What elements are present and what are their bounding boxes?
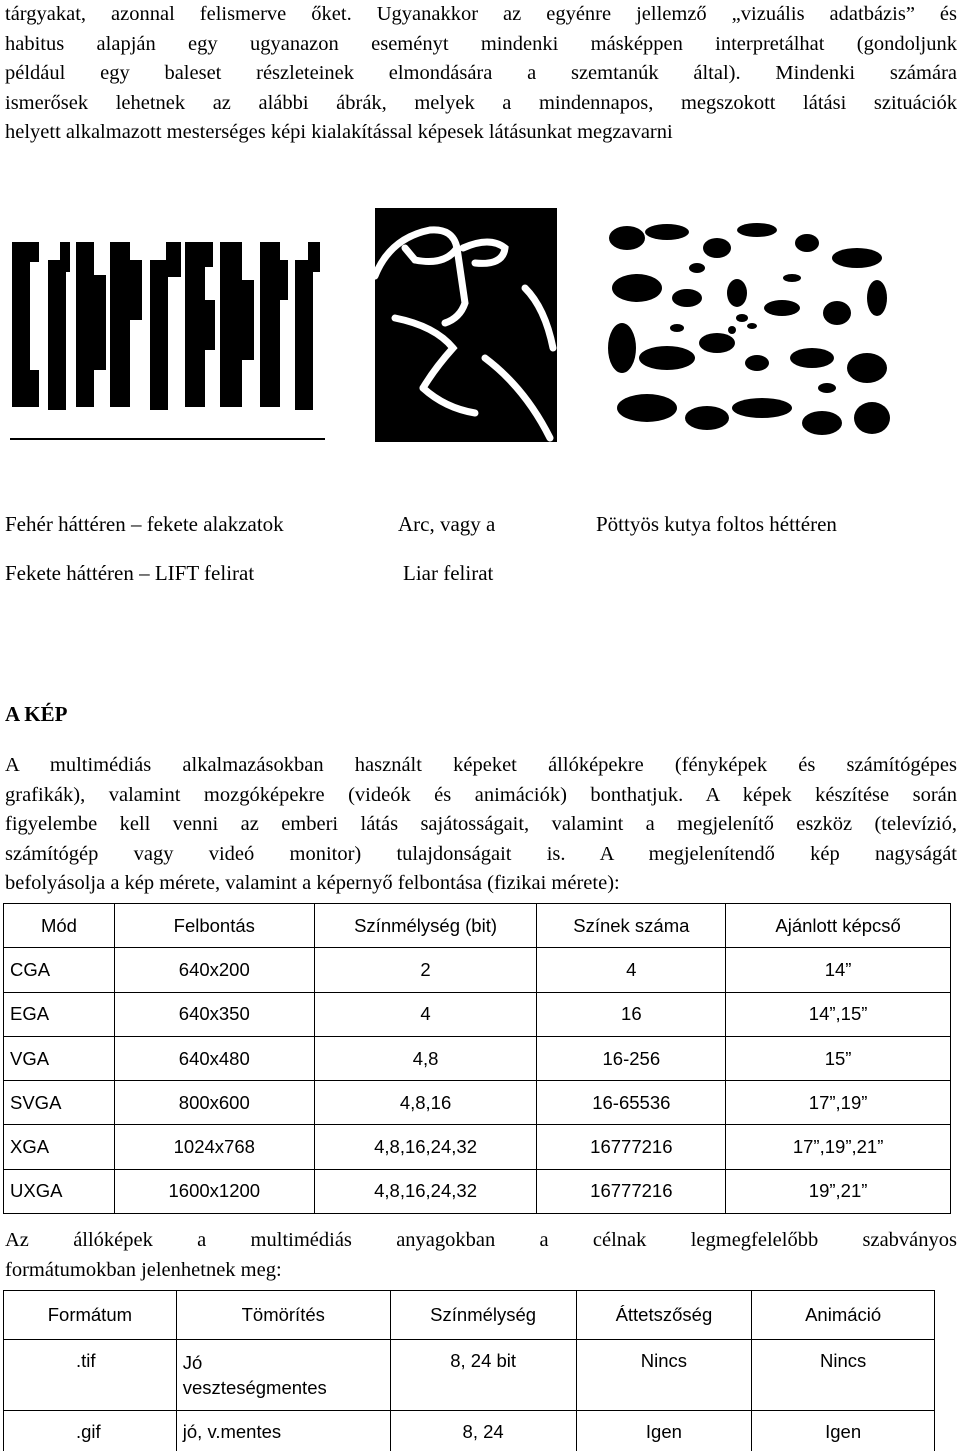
table-cell: 15” (726, 1036, 951, 1080)
table-cell: 4,8,16,24,32 (314, 1169, 537, 1213)
table-cell: .gif (4, 1411, 177, 1451)
table-header-cell: Színmélység (390, 1291, 576, 1340)
table-cell: SVGA (4, 1081, 115, 1125)
text-line: figyelembe kell venni az emberi látás sajátosságait, valamint a megjelenítő eszköz (televízió, (5, 813, 957, 835)
table-cell: jó, v.mentes (176, 1411, 390, 1451)
table-header-cell: Formátum (4, 1291, 177, 1340)
text-line: számítógép vagy videó monitor) tulajdonságait is. A megjelenítendő kép nagyságát (5, 842, 957, 865)
table-header-cell: Tömörítés (176, 1291, 390, 1340)
figure-caption: Fehér háttéren – fekete alakzatok (5, 512, 284, 536)
text-line: Az állóképek a multimédiás anyagokban a célnak legmegfelelőbb szabványos (5, 1229, 957, 1251)
display-modes-table (3, 903, 951, 1214)
table-header-cell: Animáció (752, 1291, 935, 1340)
text-line: tárgyakat, azonnal felismerve őket. Ugyanakkor az egyénre jellemző „vizuális adatbázis” és (5, 3, 957, 25)
table-row (4, 1081, 951, 1125)
table-row (4, 1340, 935, 1411)
image-formats-table (3, 1290, 935, 1451)
lift-illusion-image (10, 240, 330, 445)
table-cell: UXGA (4, 1169, 115, 1213)
table-row (4, 1169, 951, 1213)
section-heading: A KÉP (5, 702, 68, 726)
table-cell: 1600x1200 (114, 1169, 314, 1213)
table-cell: 4 (314, 992, 537, 1036)
table-cell: Nincs (576, 1340, 752, 1411)
table-cell: 19”,21” (726, 1169, 951, 1213)
figure-caption: Liar felirat (403, 561, 494, 585)
table-cell: 16777216 (537, 1169, 726, 1213)
table-cell: 14”,15” (726, 992, 951, 1036)
table-cell: CGA (4, 948, 115, 992)
table-row (4, 992, 951, 1036)
table-cell: 4,8,16,24,32 (314, 1125, 537, 1169)
table-cell: 640x350 (114, 992, 314, 1036)
text-line: formátumokban jelenhetnek meg: (5, 1258, 282, 1281)
table-cell: 800x600 (114, 1081, 314, 1125)
table-row (4, 948, 951, 992)
table-cell: 1024x768 (114, 1125, 314, 1169)
intro-paragraph (5, 0, 957, 148)
table-cell: 16-65536 (537, 1081, 726, 1125)
table-cell: 4,8,16 (314, 1081, 537, 1125)
table-cell: XGA (4, 1125, 115, 1169)
text-line: befolyásolja a kép mérete, valamint a képernyő felbontása (fizikai mérete): (5, 872, 620, 894)
table-header-cell: Áttetszőség (576, 1291, 752, 1340)
table-cell: 2 (314, 948, 537, 992)
table-cell: 640x480 (114, 1036, 314, 1080)
face-liar-illusion-image (375, 208, 557, 442)
table-header-row (4, 1291, 935, 1340)
table-cell: Igen (752, 1411, 935, 1451)
table-header-cell: Felbontás (114, 904, 314, 948)
table-cell: 8, 24 bit (390, 1340, 576, 1411)
table-header-row (4, 904, 951, 948)
text-line: grafikák), valamint mozgóképekre (videók és animációk) bonthatjuk. A képek készítése során (5, 783, 957, 806)
text-line: helyett alkalmazott mesterséges képi kialakítással képesek látásunkat megzavarni (5, 121, 673, 143)
text-line: ismerősek lehetnek az alábbi ábrák, melyek a mindennapos, megszokott látási szituációk (5, 91, 957, 114)
table-row (4, 1036, 951, 1080)
table-header-cell: Mód (4, 904, 115, 948)
figure-caption: Fekete háttéren – LIFT felirat (5, 561, 255, 585)
table-cell: 16 (537, 992, 726, 1036)
table-cell: 8, 24 (390, 1411, 576, 1451)
table-cell: Igen (576, 1411, 752, 1451)
text-line: például egy baleset részleteinek elmondására a szemtanúk által). Mindenki számára (5, 62, 957, 84)
table-cell: 16-256 (537, 1036, 726, 1080)
table-cell: 16777216 (537, 1125, 726, 1169)
table-cell: Nincs (752, 1340, 935, 1411)
table-cell: Jó veszteségmentes (176, 1340, 390, 1411)
table-header-cell: Ajánlott képcső (726, 904, 951, 948)
figure-caption: Arc, vagy a (398, 512, 496, 536)
table-cell: 17”,19”,21” (726, 1125, 951, 1169)
table-cell: 4,8 (314, 1036, 537, 1080)
table-row (4, 1411, 935, 1451)
formats-paragraph (5, 1226, 957, 1285)
table-cell: 17”,19” (726, 1081, 951, 1125)
table-cell: EGA (4, 992, 115, 1036)
figure-caption: Pöttyös kutya foltos héttéren (596, 512, 837, 536)
table-row (4, 1125, 951, 1169)
table-cell: VGA (4, 1036, 115, 1080)
dalmatian-illusion-image (607, 218, 892, 442)
text-line: A multimédiás alkalmazásokban használt képeket állóképekre (fényképek és számítógépes (5, 754, 957, 776)
table-cell: .tif (4, 1340, 177, 1411)
table-cell: 4 (537, 948, 726, 992)
section-paragraph (5, 751, 957, 899)
text-line: habitus alapján egy ugyanazon eseményt mindenki másképpen interpretálhat (gondoljunk (5, 32, 957, 55)
table-header-cell: Színmélység (bit) (314, 904, 537, 948)
table-header-cell: Színek száma (537, 904, 726, 948)
table-cell: 640x200 (114, 948, 314, 992)
table-cell: 14” (726, 948, 951, 992)
